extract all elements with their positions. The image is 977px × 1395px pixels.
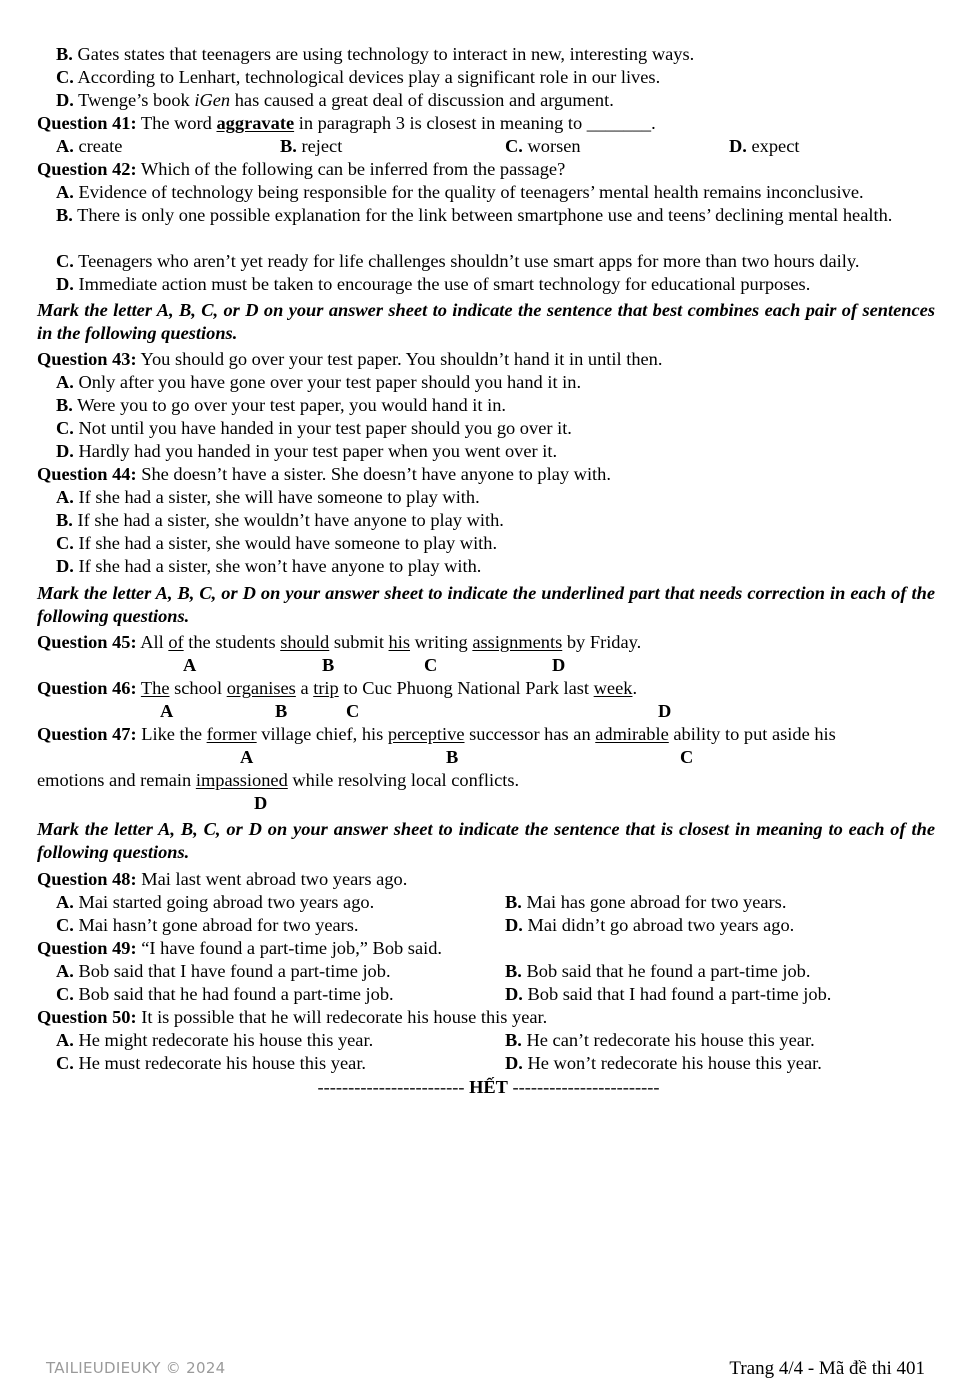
q46-label-d: D: [658, 701, 672, 721]
q44-stem: Question 44: She doesn’t have a sister. She doesn’t have anyone to play with.: [37, 464, 611, 484]
q48-option-c: C. Mai hasn’t gone abroad for two years.: [56, 915, 359, 935]
q46-label-c: C: [346, 701, 360, 721]
q48-option-a: A. Mai started going abroad two years ago.: [56, 892, 375, 912]
q46-stem: Question 46: The school organises a trip to Cuc Phuong National Park last week.: [37, 678, 638, 698]
q47-label-a: A: [240, 747, 254, 767]
q43-option-d: D. Hardly had you handed in your test paper when you went over it.: [56, 441, 558, 461]
q41-option-d: D. expect: [729, 136, 800, 156]
q49-row-cd: [0, 983, 977, 1006]
q45-label-b: B: [322, 655, 335, 675]
q47-label-d: D: [254, 793, 268, 813]
q45-label-a: A: [183, 655, 197, 675]
q50-option-c: C. He must redecorate his house this year.: [56, 1053, 367, 1073]
q50-stem: Question 50: It is possible that he will redecorate his house this year.: [37, 1007, 548, 1027]
q46-label-b: B: [275, 701, 288, 721]
q50-row-ab: [0, 1029, 977, 1052]
q41-option-a: A. create: [56, 136, 123, 156]
q40-option-b: B. Gates states that teenagers are using technology to interact in new, interesting ways.: [56, 44, 695, 64]
q44-option-a: A. If she had a sister, she will have someone to play with.: [56, 487, 480, 507]
q42-option-a: A. Evidence of technology being responsible for the quality of teenagers’ mental health remains inconclusive.: [56, 182, 864, 202]
q48-option-b: B. Mai has gone abroad for two years.: [505, 892, 787, 912]
q50-option-b: B. He can’t redecorate his house this year.: [505, 1030, 815, 1050]
section-instruction-combine: Mark the letter A, B, C, or D on your answer sheet to indicate the sentence that best combines each pair of sentences in the following questions.: [37, 300, 935, 343]
q49-option-b: B. Bob said that he found a part-time job.: [505, 961, 811, 981]
end-of-exam-marker: ------------------------ HẾT ------------------------: [317, 1077, 660, 1097]
q50-option-a: A. He might redecorate his house this year.: [56, 1030, 374, 1050]
q41-stem: Question 41: The word aggravate in paragraph 3 is closest in meaning to _______.: [37, 113, 656, 133]
q47-label-c: C: [680, 747, 694, 767]
q42-option-c: C. Teenagers who aren’t yet ready for life challenges shouldn’t use smart apps for more than two hours daily.: [56, 251, 860, 271]
q42-option-d: D. Immediate action must be taken to encourage the use of smart technology for educational purposes.: [56, 274, 811, 294]
q45-stem: Question 45: All of the students should submit his writing assignments by Friday.: [37, 632, 642, 652]
q49-row-ab: [0, 960, 977, 983]
q43-option-c: C. Not until you have handed in your test paper should you go over it.: [56, 418, 572, 438]
q42-option-b: B. There is only one possible explanation for the link between smartphone use and teens’ declining mental health.: [56, 205, 893, 225]
q50-row-cd: [0, 1052, 977, 1075]
q44-option-d: D. If she had a sister, she won’t have anyone to play with.: [56, 556, 482, 576]
q48-row-cd: [0, 914, 977, 937]
q42-stem: Question 42: Which of the following can be inferred from the passage?: [37, 159, 566, 179]
q47-stem-cont: emotions and remain impassioned while resolving local conflicts.: [37, 770, 520, 790]
q46-label-a: A: [160, 701, 174, 721]
q48-option-d: D. Mai didn’t go abroad two years ago.: [505, 915, 795, 935]
q41-option-b: B. reject: [280, 136, 343, 156]
q47-label-b: B: [446, 747, 459, 767]
q45-label-d: D: [552, 655, 566, 675]
q49-option-d: D. Bob said that I had found a part-time job.: [505, 984, 832, 1004]
q48-row-ab: [0, 891, 977, 914]
q48-stem: Question 48: Mai last went abroad two years ago.: [37, 869, 408, 889]
q43-stem: Question 43: You should go over your test paper. You shouldn’t hand it in until then.: [37, 349, 663, 369]
watermark: TAILIEUDIEUKY © 2024: [46, 1359, 226, 1377]
page-footer: Trang 4/4 - Mã đề thi 401: [729, 1358, 925, 1379]
q50-option-d: D. He won’t redecorate his house this year.: [505, 1053, 822, 1073]
q45-label-c: C: [424, 655, 438, 675]
q49-option-a: A. Bob said that I have found a part-time job.: [56, 961, 391, 981]
section-instruction-closest-meaning: Mark the letter A, B, C, or D on your answer sheet to indicate the sentence that is closest in meaning to each of the following questions.: [37, 819, 935, 862]
q43-option-a: A. Only after you have gone over your test paper should you hand it in.: [56, 372, 582, 392]
q41-options: [0, 135, 977, 158]
q40-option-d: D. Twenge’s book iGen has caused a great deal of discussion and argument.: [56, 90, 614, 110]
q43-option-b: B. Were you to go over your test paper, you would hand it in.: [56, 395, 506, 415]
q41-option-c: C. worsen: [505, 136, 581, 156]
q44-option-c: C. If she had a sister, she would have someone to play with.: [56, 533, 498, 553]
q44-option-b: B. If she had a sister, she wouldn’t have anyone to play with.: [56, 510, 504, 530]
q49-option-c: C. Bob said that he had found a part-time job.: [56, 984, 394, 1004]
q40-option-c: C. According to Lenhart, technological devices play a significant role in our lives.: [56, 67, 661, 87]
q49-stem: Question 49: “I have found a part-time job,” Bob said.: [37, 938, 443, 958]
section-instruction-correction: Mark the letter A, B, C, or D on your answer sheet to indicate the underlined part that needs correction in each of the following questions.: [37, 583, 935, 626]
q47-stem: Question 47: Like the former village chief, his perceptive successor has an admirable ability to put aside his: [37, 724, 836, 744]
